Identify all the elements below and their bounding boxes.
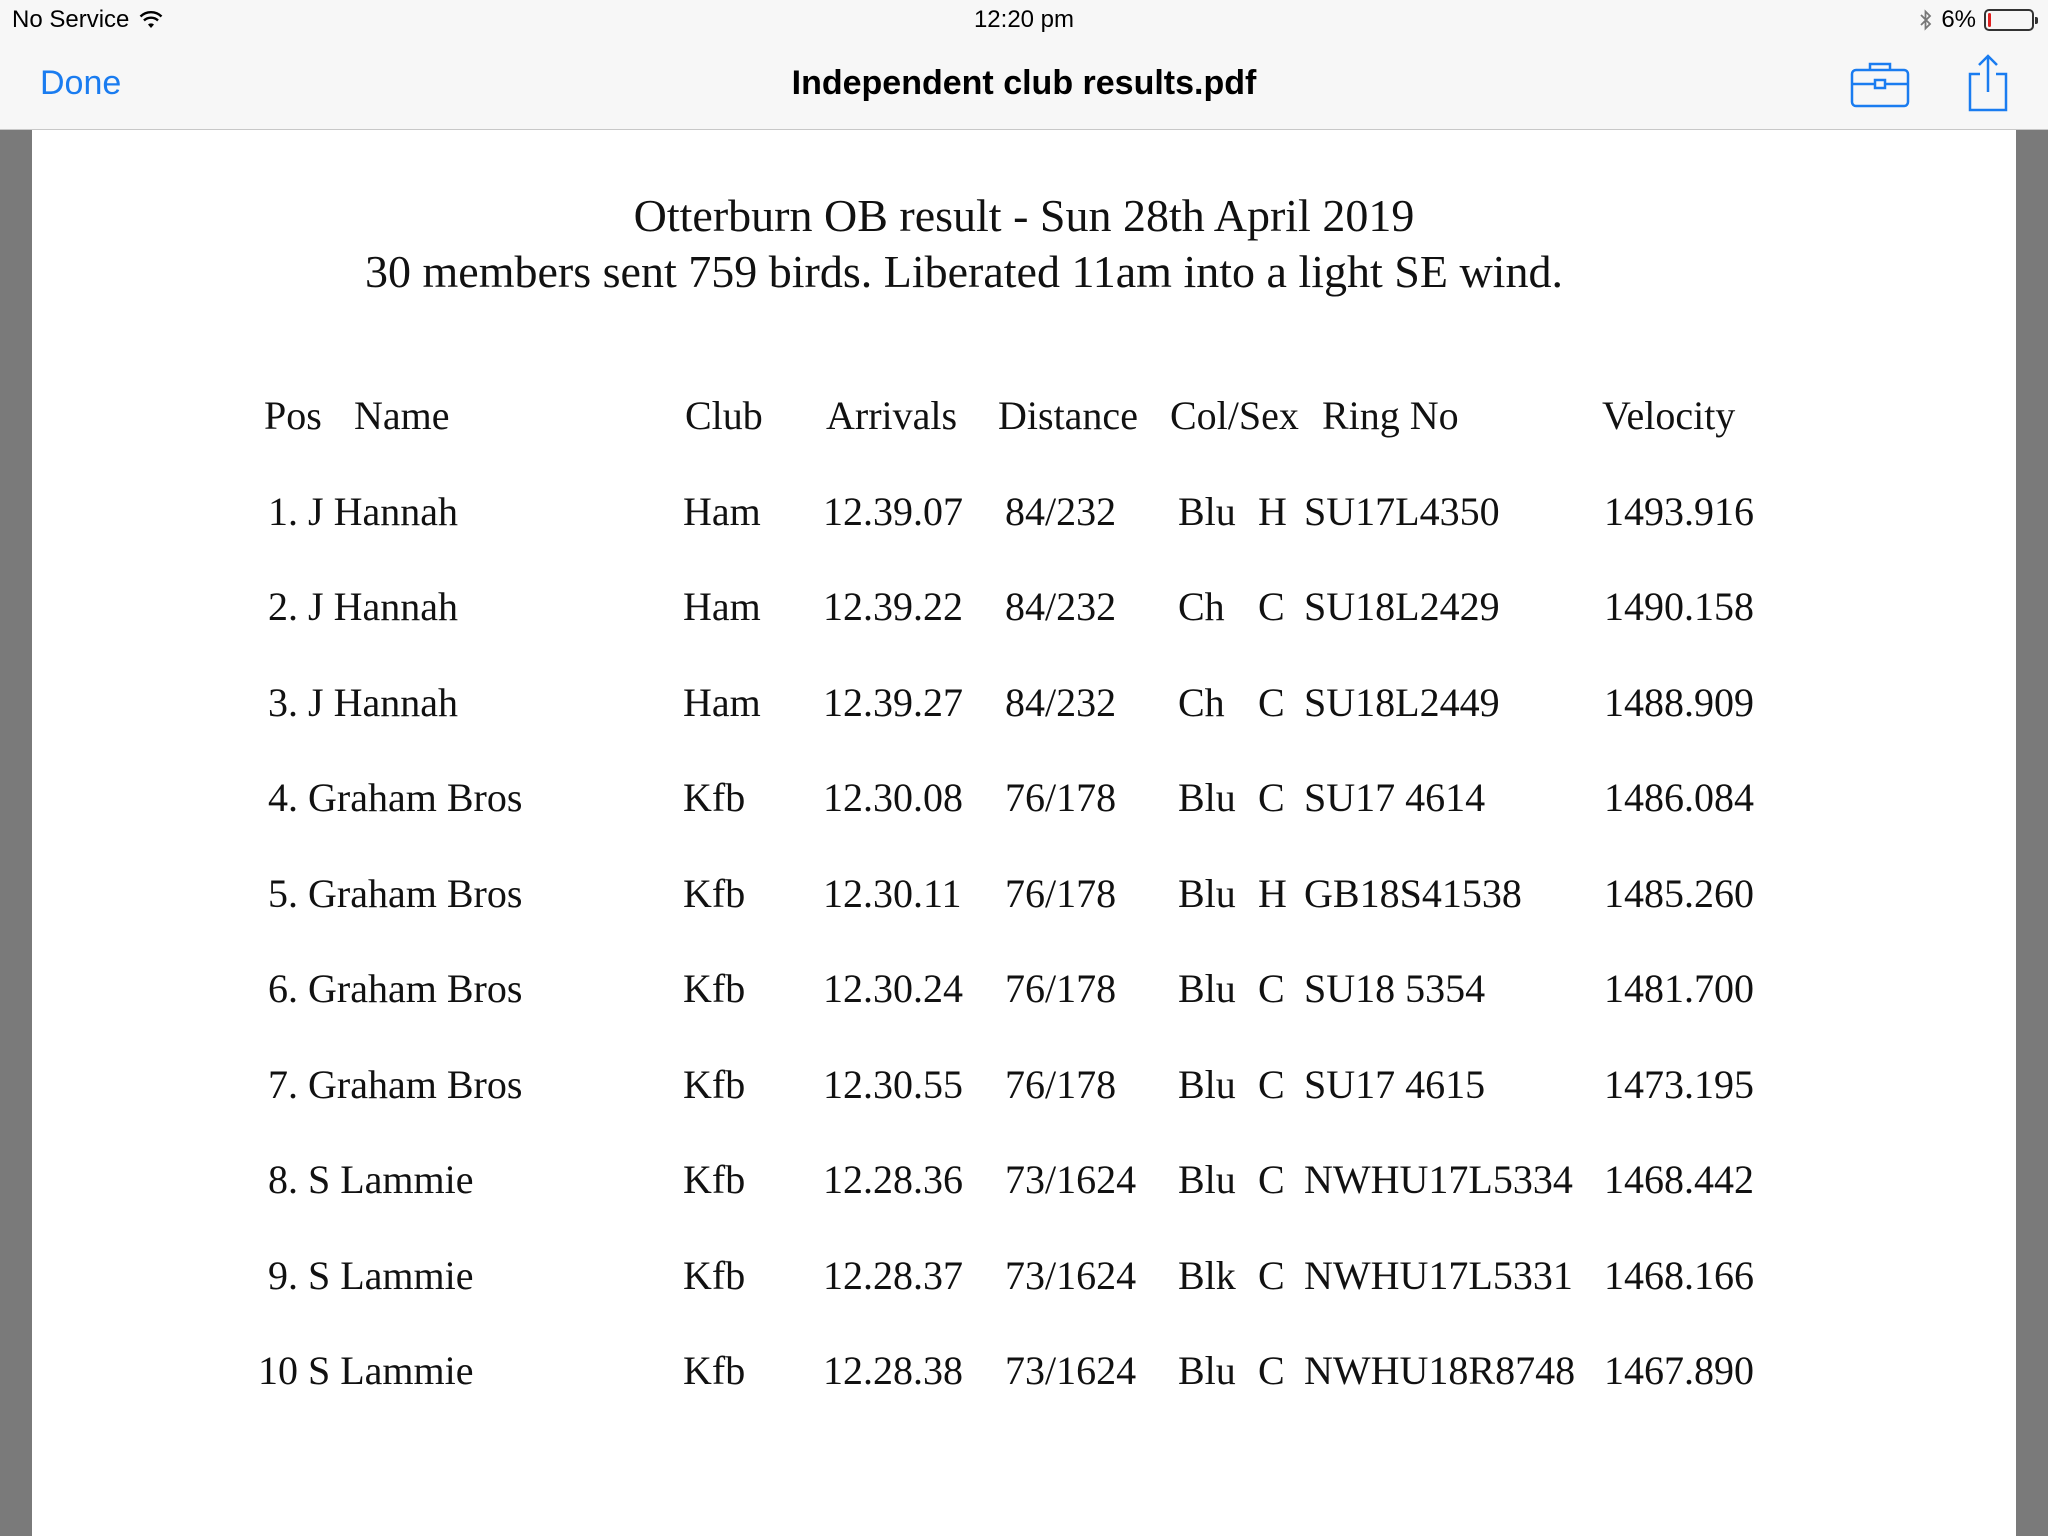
row-ring-number: SU17 4615 (1304, 1062, 1486, 1107)
row-sex: H (1258, 489, 1287, 534)
row-sex: C (1258, 1348, 1285, 1393)
header-velocity: Velocity (1602, 393, 1736, 438)
row-arrivals: 12.28.36 (823, 1157, 963, 1202)
row-sex: C (1258, 775, 1285, 820)
row-distance: 76/178 (1005, 775, 1117, 820)
row-velocity: 1468.166 (1604, 1253, 1754, 1298)
row-club: Kfb (683, 966, 746, 1011)
row-distance: 84/232 (1005, 680, 1117, 725)
row-colour: Ch (1178, 584, 1225, 629)
row-colour: Blu (1178, 871, 1236, 916)
row-velocity: 1473.195 (1604, 1062, 1754, 1107)
row-colour: Blu (1178, 1348, 1236, 1393)
row-sex: C (1258, 1062, 1285, 1107)
row-club: Kfb (683, 1253, 746, 1298)
nav-bar (0, 42, 2048, 130)
header-distance: Distance (998, 393, 1138, 438)
race-title: Otterburn OB result - Sun 28th April 2019 (633, 190, 1415, 241)
row-ring-number: SU18 5354 (1304, 966, 1486, 1011)
row-velocity: 1493.916 (1604, 489, 1754, 534)
row-colour: Blu (1178, 775, 1236, 820)
row-ring-number: GB18S41538 (1304, 871, 1522, 916)
row-distance: 76/178 (1005, 966, 1117, 1011)
row-ring-number: SU18L2449 (1304, 680, 1500, 725)
row-colour: Ch (1178, 680, 1225, 725)
battery-icon (1984, 9, 2034, 31)
row-position-name: 10 S Lammie (258, 1348, 474, 1393)
row-arrivals: 12.39.27 (823, 680, 963, 725)
row-sex: C (1258, 966, 1285, 1011)
bluetooth-icon (1919, 8, 1933, 32)
row-club: Kfb (683, 1348, 746, 1393)
row-arrivals: 12.30.11 (823, 871, 962, 916)
row-sex: C (1258, 584, 1285, 629)
document-title: Independent club results.pdf (791, 64, 1257, 102)
row-velocity: 1490.158 (1604, 584, 1754, 629)
battery-percent: 6% (1941, 6, 1976, 33)
row-arrivals: 12.28.37 (823, 1253, 963, 1298)
row-ring-number: NWHU17L5331 (1304, 1253, 1573, 1298)
row-colour: Blu (1178, 966, 1236, 1011)
row-velocity: 1486.084 (1604, 775, 1754, 820)
row-ring-number: SU17 4614 (1304, 775, 1486, 820)
row-distance: 84/232 (1005, 489, 1117, 534)
row-club: Kfb (683, 871, 746, 916)
header-name: Name (354, 393, 450, 438)
row-position-name: 9. S Lammie (268, 1253, 474, 1298)
toolbox-icon[interactable] (1848, 56, 1912, 112)
row-club: Kfb (683, 1157, 746, 1202)
row-club: Ham (683, 584, 761, 629)
pdf-page (32, 130, 2016, 1536)
row-arrivals: 12.30.08 (823, 775, 963, 820)
row-ring-number: SU17L4350 (1304, 489, 1500, 534)
header-club: Club (685, 393, 763, 438)
row-distance: 84/232 (1005, 584, 1117, 629)
header-pos: Pos (264, 393, 322, 438)
row-ring-number: NWHU18R8748 (1304, 1348, 1576, 1393)
clock: 12:20 pm (973, 6, 1075, 33)
carrier-label: No Service (12, 6, 130, 33)
row-velocity: 1485.260 (1604, 871, 1754, 916)
row-club: Kfb (683, 775, 746, 820)
row-velocity: 1468.442 (1604, 1157, 1754, 1202)
row-arrivals: 12.30.24 (823, 966, 963, 1011)
status-right (1919, 6, 2034, 34)
row-position-name: 8. S Lammie (268, 1157, 474, 1202)
row-sex: H (1258, 871, 1287, 916)
row-position-name: 1. J Hannah (268, 489, 458, 534)
row-distance: 73/1624 (1005, 1157, 1137, 1202)
row-position-name: 3. J Hannah (268, 680, 458, 725)
row-arrivals: 12.28.38 (823, 1348, 963, 1393)
row-position-name: 6. Graham Bros (268, 966, 523, 1011)
results-heading (32, 188, 2016, 300)
row-sex: C (1258, 1157, 1285, 1202)
battery-fill (1988, 13, 1991, 27)
row-distance: 73/1624 (1005, 1253, 1137, 1298)
header-ring: Ring No (1322, 393, 1459, 438)
row-club: Ham (683, 680, 761, 725)
row-arrivals: 12.39.22 (823, 584, 963, 629)
race-summary: 30 members sent 759 birds. Liberated 11am into a light SE wind. (365, 246, 1563, 297)
row-sex: C (1258, 680, 1285, 725)
row-position-name: 7. Graham Bros (268, 1062, 523, 1107)
row-distance: 76/178 (1005, 1062, 1117, 1107)
header-colsex: Col/Sex (1170, 393, 1299, 438)
row-ring-number: SU18L2429 (1304, 584, 1500, 629)
row-arrivals: 12.30.55 (823, 1062, 963, 1107)
row-velocity: 1481.700 (1604, 966, 1754, 1011)
row-colour: Blk (1178, 1253, 1236, 1298)
row-position-name: 5. Graham Bros (268, 871, 523, 916)
row-club: Kfb (683, 1062, 746, 1107)
row-distance: 73/1624 (1005, 1348, 1137, 1393)
row-position-name: 4. Graham Bros (268, 775, 523, 820)
row-club: Ham (683, 489, 761, 534)
row-ring-number: NWHU17L5334 (1304, 1157, 1573, 1202)
row-arrivals: 12.39.07 (823, 489, 963, 534)
share-icon[interactable] (1966, 52, 2010, 114)
row-velocity: 1467.890 (1604, 1348, 1754, 1393)
row-sex: C (1258, 1253, 1285, 1298)
done-button[interactable]: Done (40, 64, 122, 102)
row-distance: 76/178 (1005, 871, 1117, 916)
header-arrivals: Arrivals (826, 393, 958, 438)
row-colour: Blu (1178, 1062, 1236, 1107)
row-velocity: 1488.909 (1604, 680, 1754, 725)
row-position-name: 2. J Hannah (268, 584, 458, 629)
row-colour: Blu (1178, 489, 1236, 534)
row-colour: Blu (1178, 1157, 1236, 1202)
status-bar (0, 0, 2048, 42)
